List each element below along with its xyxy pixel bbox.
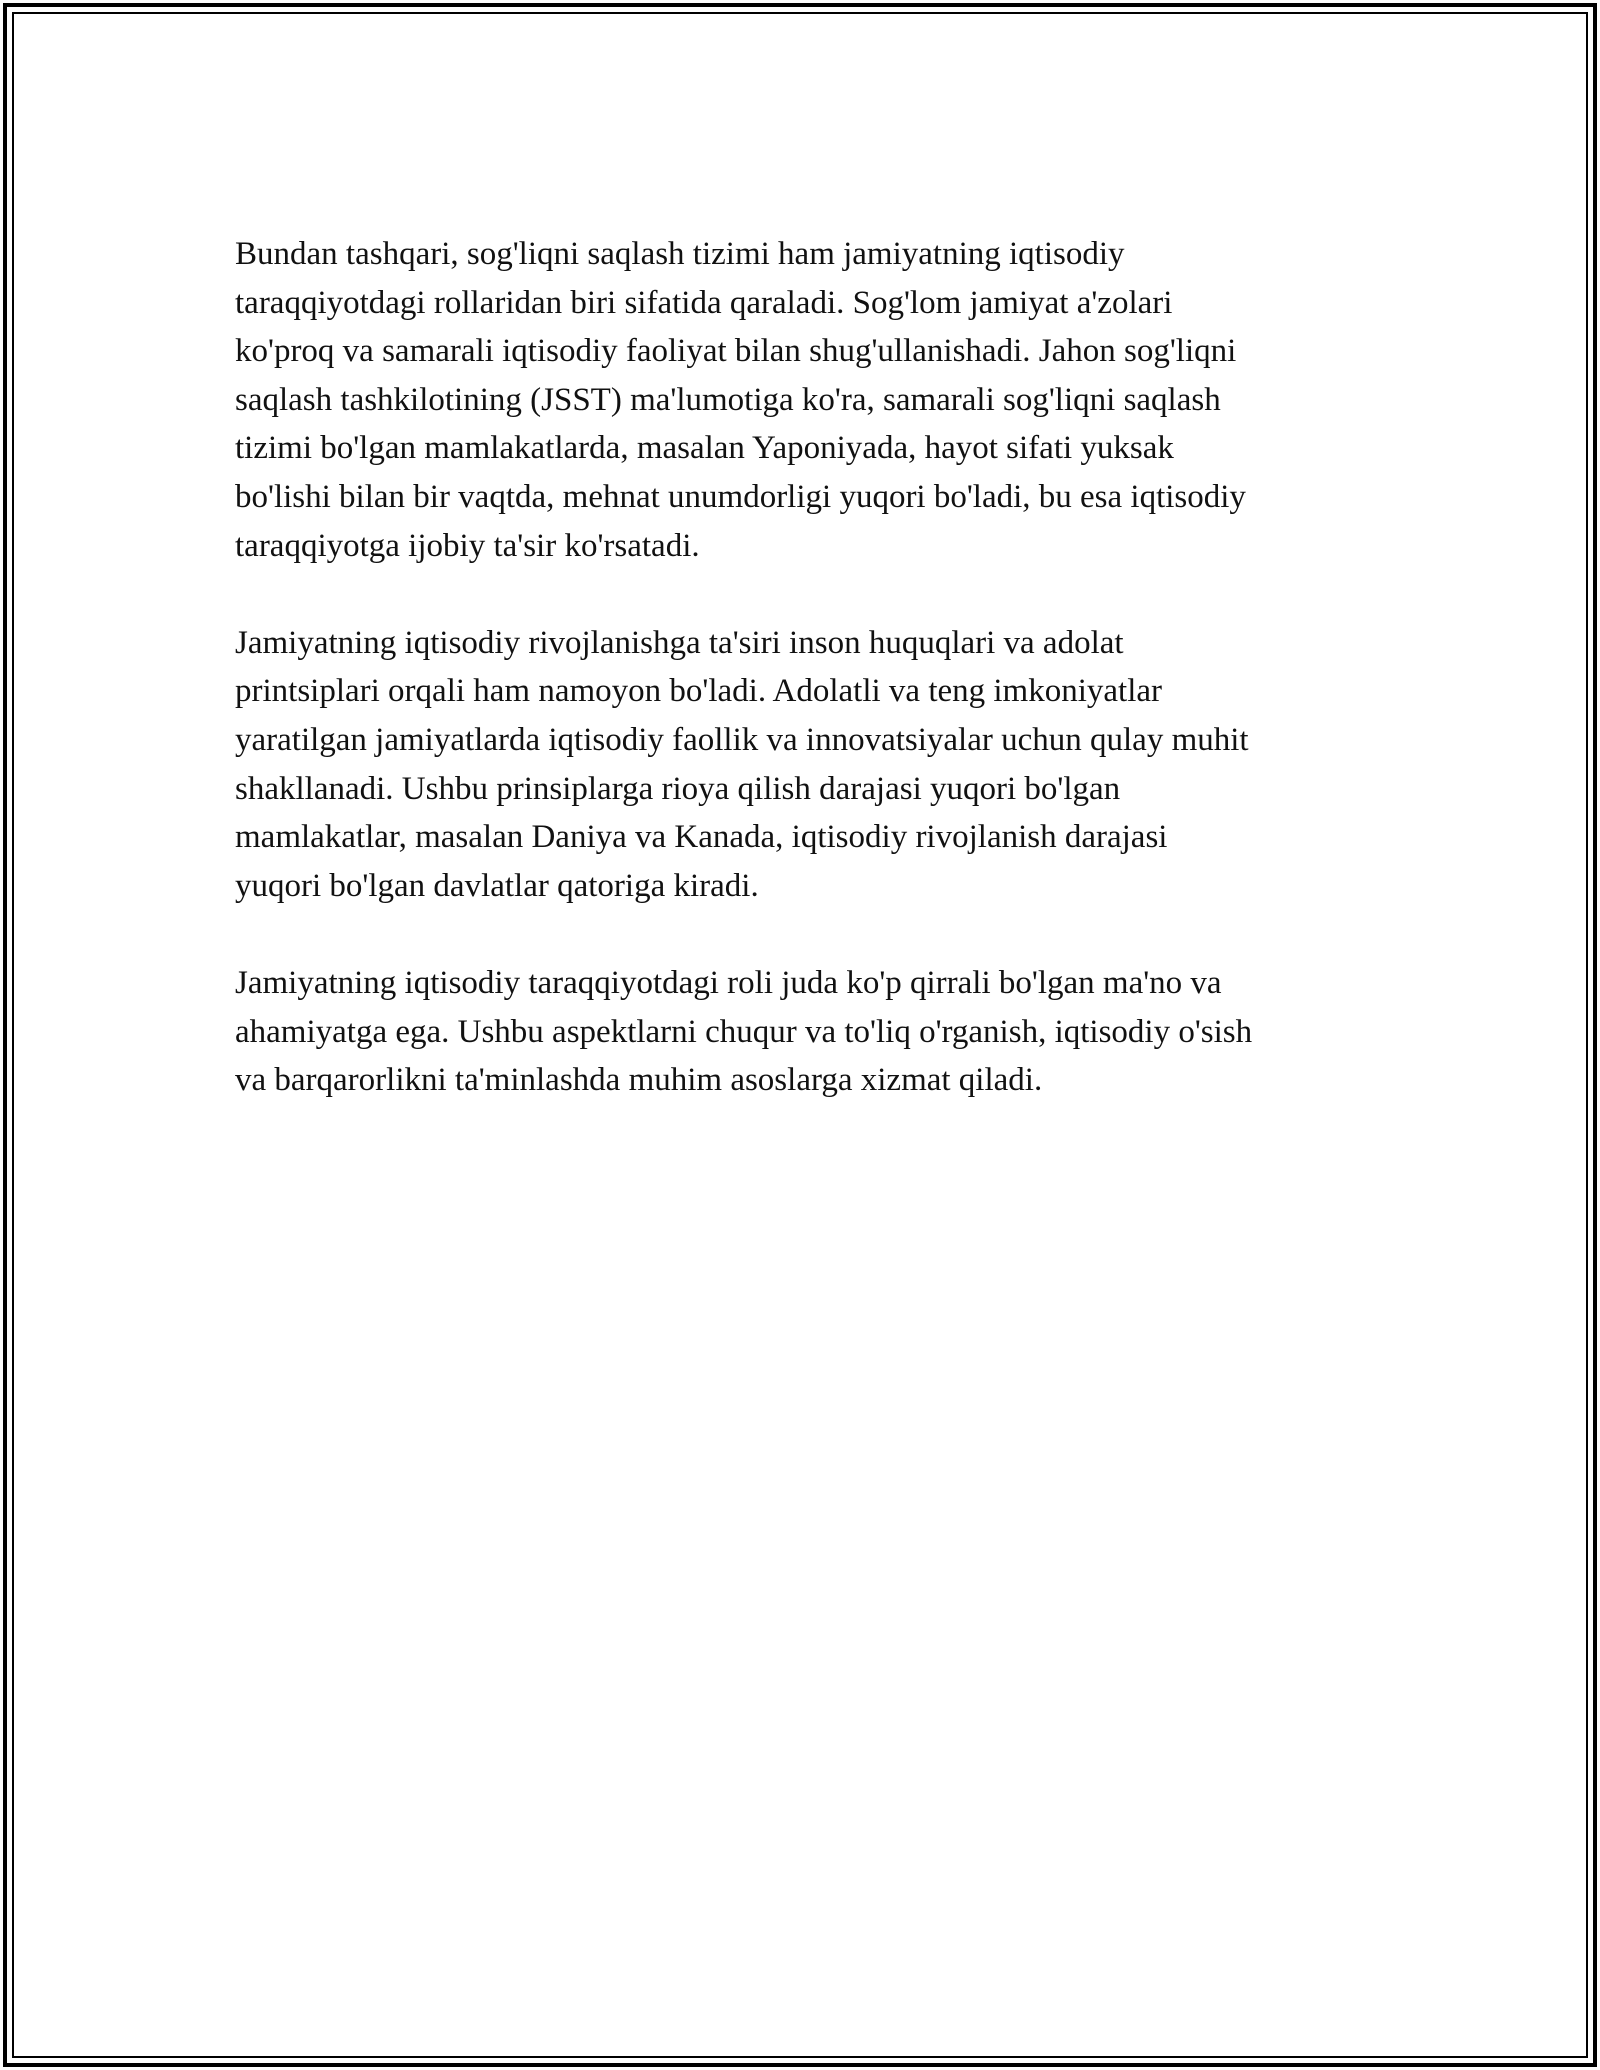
paragraph-3	[235, 959, 1385, 1105]
text-line: saqlash tashkilotining (JSST) ma'lumotiga ko'ra, samarali sog'liqni saqlash	[235, 381, 1221, 418]
document-body	[235, 230, 1385, 1153]
text-line: mamlakatlar, masalan Daniya va Kanada, iqtisodiy rivojlanish darajasi	[235, 819, 1168, 856]
text-line: ahamiyatga ega. Ushbu aspektlarni chuqur va to'liq o'rganish, iqtisodiy o'sish	[235, 1013, 1253, 1050]
text-line: Jamiyatning iqtisodiy rivojlanishga ta'siri inson huquqlari va adolat	[235, 624, 1124, 661]
text-line: taraqqiyotdagi rollaridan biri sifatida qaraladi. Sog'lom jamiyat a'zolari	[235, 284, 1173, 321]
text-line: Bundan tashqari, sog'liqni saqlash tizimi ham jamiyatning iqtisodiy	[235, 236, 1125, 272]
paragraph-2	[235, 619, 1385, 911]
text-line: printsiplari orqali ham namoyon bo'ladi. Adolatli va teng imkoniyatlar	[235, 673, 1163, 710]
text-line: taraqqiyotga ijobiy ta'sir ko'rsatadi.	[235, 527, 700, 564]
text-line: va barqarorlikni ta'minlashda muhim asoslarga xizmat qiladi.	[235, 1062, 1043, 1099]
text-line: yaratilgan jamiyatlarda iqtisodiy faollik va innovatsiyalar uchun qulay muhit	[235, 721, 1249, 758]
text-line: Jamiyatning iqtisodiy taraqqiyotdagi roli juda ko'p qirrali bo'lgan ma'no va	[235, 964, 1222, 1001]
paragraph-1	[235, 230, 1385, 570]
text-line: shakllanadi. Ushbu prinsiplarga rioya qilish darajasi yuqori bo'lgan	[235, 770, 1121, 807]
text-line: yuqori bo'lgan davlatlar qatoriga kiradi.	[235, 867, 759, 904]
text-line: bo'lishi bilan bir vaqtda, mehnat unumdorligi yuqori bo'ladi, bu esa iqtisodiy	[235, 478, 1246, 515]
text-line: ko'proq va samarali iqtisodiy faoliyat bilan shug'ullanishadi. Jahon sog'liqni	[235, 333, 1237, 370]
text-line: tizimi bo'lgan mamlakatlarda, masalan Yaponiyada, hayot sifati yuksak	[235, 430, 1174, 467]
